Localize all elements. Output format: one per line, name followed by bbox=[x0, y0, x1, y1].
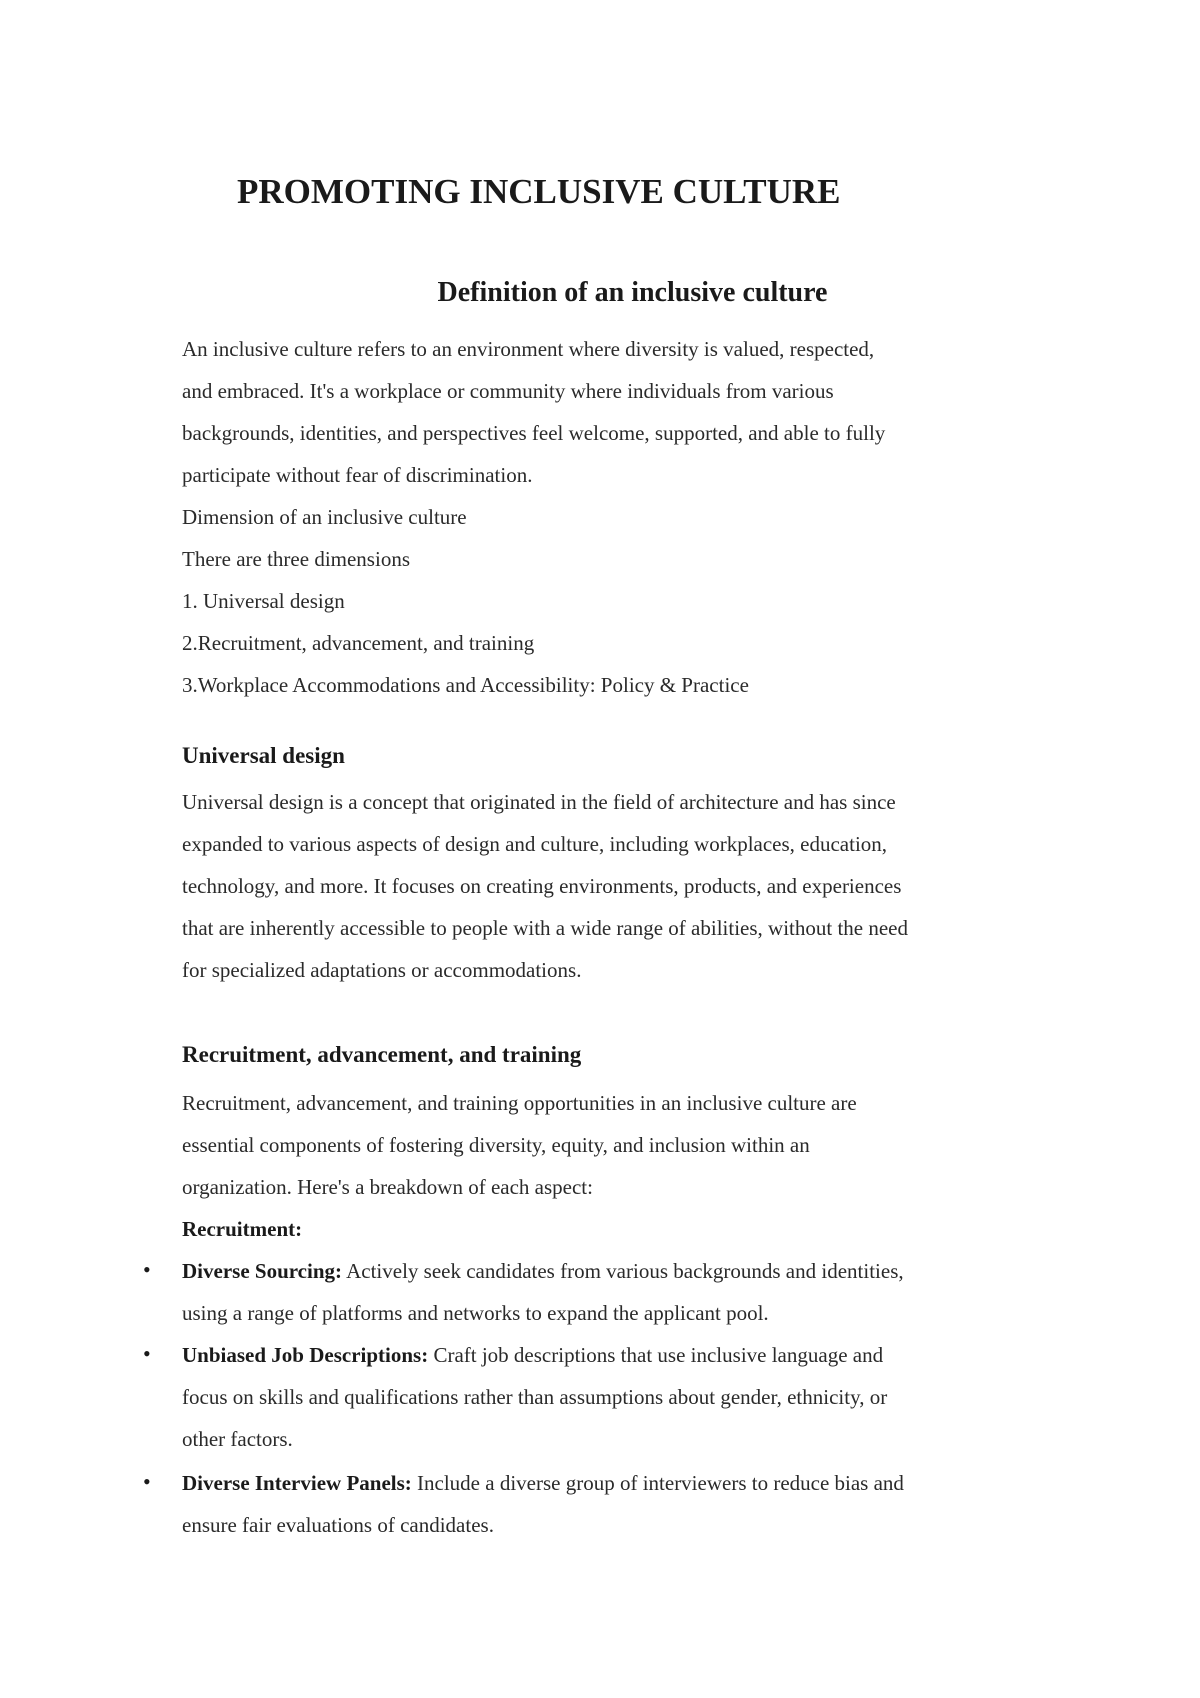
dimension-intro: There are three dimensions bbox=[182, 547, 410, 571]
definition-line: and embraced. It's a workplace or community where individuals from various bbox=[182, 379, 834, 403]
definition-line: participate without fear of discrimination. bbox=[182, 463, 533, 487]
bullet-continuation: focus on skills and qualifications rather than assumptions about gender, ethnicity, or bbox=[182, 1385, 888, 1409]
section-heading-universal-design: Universal design bbox=[182, 743, 345, 768]
bullet-lead: Diverse Interview Panels: bbox=[182, 1471, 412, 1495]
dimension-item: 3.Workplace Accommodations and Accessibility: Policy & Practice bbox=[182, 673, 749, 697]
bullet-lead: Diverse Sourcing: bbox=[182, 1259, 343, 1283]
bullet-text: Include a diverse group of interviewers to reduce bias and bbox=[411, 1471, 904, 1495]
bullet-icon: • bbox=[143, 1469, 151, 1494]
dimension-item: 2.Recruitment, advancement, and training bbox=[182, 631, 535, 655]
recruitment-line: essential components of fostering diversity, equity, and inclusion within an bbox=[182, 1133, 810, 1157]
universal-design-line: for specialized adaptations or accommodations. bbox=[182, 958, 582, 982]
bullet-icon: • bbox=[143, 1341, 151, 1366]
dimension-item: 1. Universal design bbox=[182, 589, 345, 613]
definition-line: backgrounds, identities, and perspectives feel welcome, supported, and able to fully bbox=[182, 421, 886, 445]
bullet-icon: • bbox=[143, 1257, 151, 1282]
definition-line: An inclusive culture refers to an environment where diversity is valued, respected, bbox=[182, 337, 875, 361]
bullet-item bbox=[182, 1471, 904, 1496]
recruitment-line: Recruitment, advancement, and training opportunities in an inclusive culture are bbox=[182, 1091, 857, 1115]
bullet-text: Actively seek candidates from various backgrounds and identities, bbox=[342, 1259, 904, 1283]
section-title-definition: Definition of an inclusive culture bbox=[437, 277, 828, 308]
universal-design-line: technology, and more. It focuses on creating environments, products, and experiences bbox=[182, 874, 902, 898]
section-heading-recruitment: Recruitment, advancement, and training bbox=[182, 1042, 582, 1067]
bullet-continuation: ensure fair evaluations of candidates. bbox=[182, 1513, 494, 1537]
recruitment-line: organization. Here's a breakdown of each aspect: bbox=[182, 1175, 593, 1199]
recruitment-sub-label: Recruitment: bbox=[182, 1217, 303, 1241]
bullet-lead: Unbiased Job Descriptions: bbox=[182, 1343, 429, 1367]
universal-design-line: Universal design is a concept that originated in the field of architecture and has since bbox=[182, 790, 896, 814]
bullet-item bbox=[182, 1259, 904, 1284]
bullet-continuation: using a range of platforms and networks to expand the applicant pool. bbox=[182, 1301, 769, 1325]
dimension-heading: Dimension of an inclusive culture bbox=[182, 505, 467, 529]
universal-design-line: that are inherently accessible to people with a wide range of abilities, without the need bbox=[182, 916, 908, 940]
document-title: PROMOTING INCLUSIVE CULTURE bbox=[237, 172, 841, 211]
bullet-continuation: other factors. bbox=[182, 1427, 293, 1451]
universal-design-line: expanded to various aspects of design and culture, including workplaces, education, bbox=[182, 832, 888, 856]
bullet-text: Craft job descriptions that use inclusive language and bbox=[428, 1343, 884, 1367]
bullet-item bbox=[182, 1343, 883, 1368]
